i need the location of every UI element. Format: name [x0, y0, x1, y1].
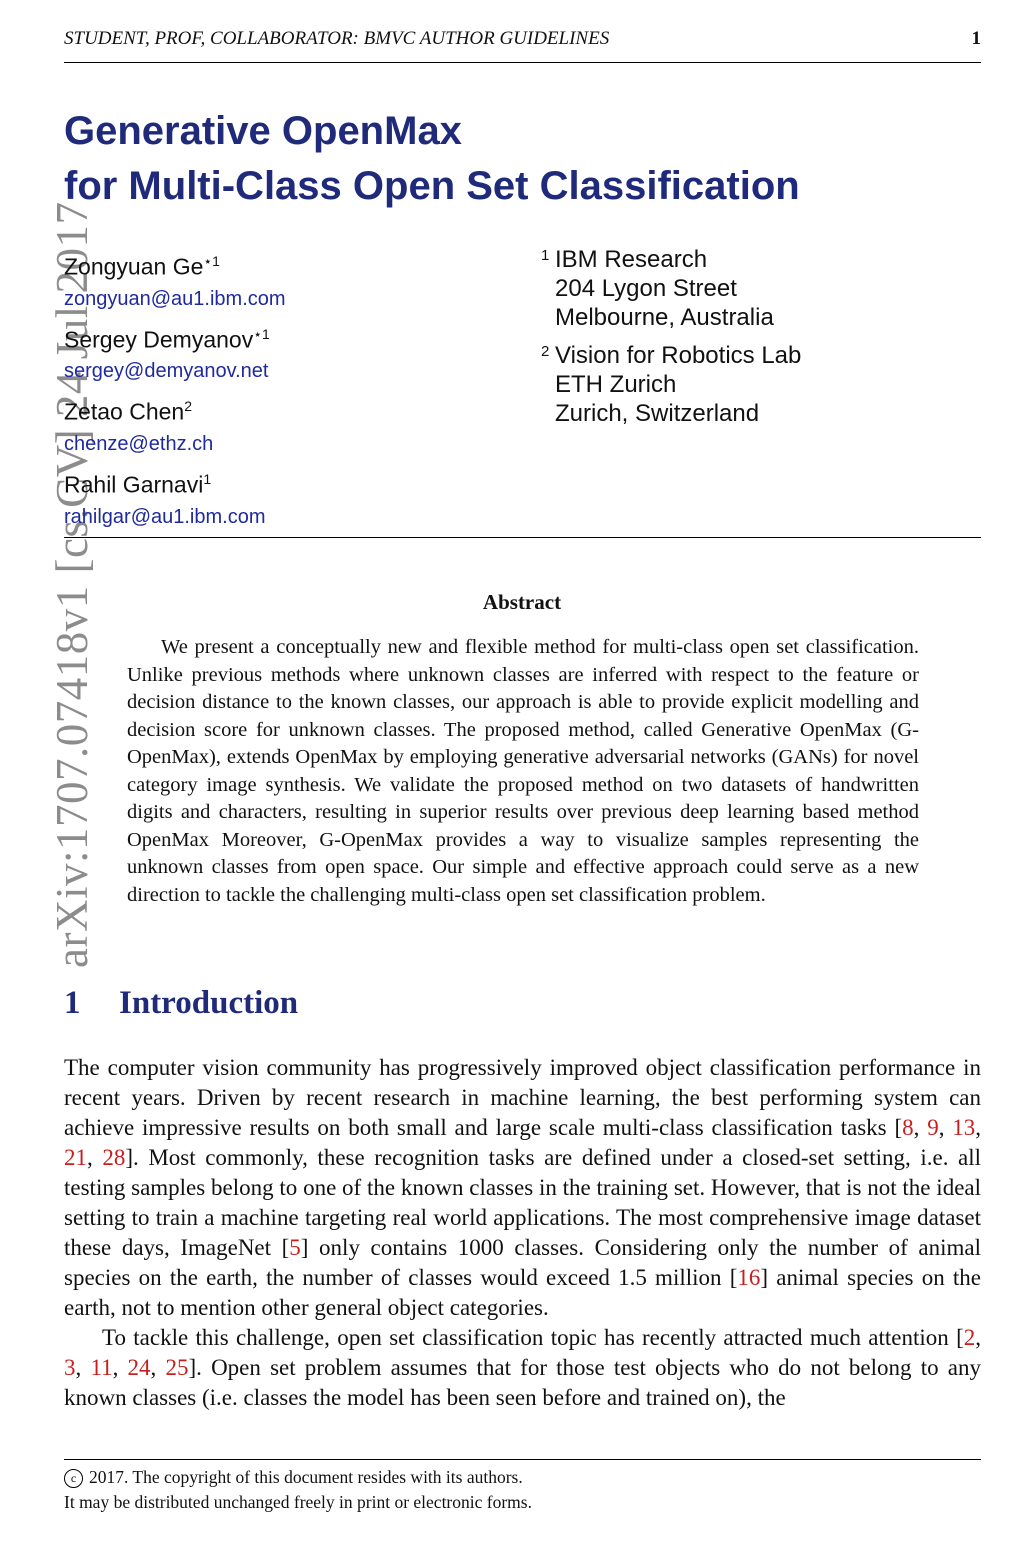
page-number: 1: [971, 28, 981, 49]
author-name: Zetao Chen: [64, 398, 185, 425]
copyright-footer: [64, 1465, 532, 1515]
author-email[interactable]: zongyuan@au1.ibm.com: [64, 287, 286, 310]
affiliation-line: ETH Zurich: [555, 371, 677, 398]
citation-link[interactable]: 5: [289, 1235, 301, 1260]
affiliation-line: Vision for Robotics Lab: [555, 342, 802, 369]
author-email[interactable]: sergey@demyanov.net: [64, 360, 269, 383]
citation-link[interactable]: 2: [963, 1325, 976, 1350]
author-name-line: [64, 390, 286, 428]
running-title: STUDENT, PROF, COLLABORATOR: BMVC AUTHOR GUIDELINES: [64, 28, 610, 49]
citation-link[interactable]: 16: [737, 1265, 761, 1290]
title-line-2: for Multi-Class Open Set Classification: [64, 164, 800, 208]
footer-text: 2017. The copyright of this document resides with its authors.: [89, 1467, 523, 1487]
citation-link[interactable]: 21: [64, 1145, 87, 1170]
text-run: ] only contains 1000 classes. Considering only the number of animal species on the earth, the number of classes would exceed 1.5 million [: [64, 1235, 981, 1290]
author-mark: 1: [203, 470, 212, 487]
section-number: 1: [64, 985, 81, 1021]
author-name: Zongyuan Ge: [64, 253, 204, 280]
author-name: Sergey Demyanov: [64, 326, 254, 353]
text-run: To tackle this challenge, open set classification topic has recently attracted much attention [: [102, 1325, 964, 1350]
affiliation-line: IBM Research: [555, 246, 708, 273]
title-line-1: Generative OpenMax: [64, 109, 462, 153]
text-run: ] animal species on the earth, not to mention other general object categories.: [64, 1265, 982, 1320]
affiliations: [541, 245, 801, 437]
author: [64, 245, 286, 315]
affiliation-line: Zurich, Switzerland: [555, 400, 760, 427]
author-name-line: [64, 463, 286, 501]
author-name: Rahil Garnavi: [64, 471, 204, 498]
copyright-icon: c: [64, 1469, 83, 1488]
affiliation: [541, 245, 801, 332]
author: [64, 318, 286, 388]
author-name-line: [64, 245, 286, 283]
header-rule: [64, 62, 981, 63]
abstract-text: We present a conceptually new and flexible method for multi-class open set classification. Unlike previous methods where unknown classes are inferred with respect to the feature or decision distance to the known classes, our approach is able to provide explicit modelling and decision score for unknown classes. The proposed method, called Generative OpenMax (G-OpenMax), extends OpenMax by employing generative adversarial networks (GANs) for novel category image synthesis. We validate the proposed method on two datasets of handwritten digits and characters, resulting in superior results over previous deep learning based method OpenMax Moreover, G-OpenMax provides a way to visualize samples representing the unknown classes from open space. Our simple and effective approach could serve as a new direction to tackle the challenging multi-class open set classification problem.: [127, 636, 919, 906]
text-run: ]. Most commonly, these recognition tasks are defined under a closed-set setting, i.e. all testing samples belong to one of the known classes in the training set. However, that is not the ideal setting to train a machine targeting real world applications. The most comprehensive image dataset these days, ImageNet [: [64, 1145, 982, 1260]
body-text: [64, 1053, 981, 1413]
citation-link[interactable]: 25: [165, 1355, 189, 1380]
paragraph: The computer vision community has progressively improved object classification performance in recent years. Driven by recent research in machine learning, the best performing system can achieve impressive results on both small and large scale multi-class classification tasks [8, 9, 13, 21, 28]. Most commonly, these recognition tasks are defined under a closed-set setting, i.e. all testing samples belong to one of the known classes in the training set. However, that is not the ideal setting to train a machine targeting real world applications. The most comprehensive image dataset these days, ImageNet [5] only contains 1000 classes. Considering only the number of animal species on the earth, the number of classes would exceed 1.5 million [16] animal species on the earth, not to mention other general object categories.: [64, 1055, 982, 1320]
affiliation-number: 2: [541, 343, 550, 360]
footer-line-2: It may be distributed unchanged freely in print or electronic forms.: [64, 1492, 532, 1512]
author-mark: ⋆1: [203, 253, 220, 269]
author-email[interactable]: rahilgar@au1.ibm.com: [64, 505, 266, 528]
paper-title: [64, 104, 800, 214]
citation-link[interactable]: 11: [90, 1355, 113, 1380]
author-mark: ⋆1: [253, 325, 270, 342]
citation-link[interactable]: 13: [952, 1115, 976, 1140]
author-list: [64, 245, 286, 536]
paragraph: To tackle this challenge, open set classification topic has recently attracted much attention [2, 3, 11, 24, 25]. Open set problem assumes that for those test objects who do not belong to any known classes (i.e. classes the model has been seen before and trained on), the: [64, 1325, 981, 1410]
author-name-line: [64, 318, 286, 356]
citation-link[interactable]: 8: [902, 1115, 914, 1140]
affiliation-line: 204 Lygon Street: [555, 275, 737, 302]
section-title: Introduction: [119, 985, 299, 1021]
citation-link[interactable]: 28: [102, 1145, 126, 1170]
footer-rule: [64, 1459, 981, 1460]
citation-link[interactable]: 3: [64, 1355, 76, 1380]
author-mark: 2: [184, 398, 192, 415]
author: [64, 463, 286, 533]
affiliation-line: Melbourne, Australia: [555, 304, 774, 331]
section-heading: [64, 985, 298, 1022]
citation-link[interactable]: 9: [927, 1115, 939, 1140]
affiliation-number: 1: [541, 247, 550, 264]
author-email[interactable]: chenze@ethz.ch: [64, 432, 214, 455]
abstract-heading: Abstract: [482, 590, 562, 614]
affiliation: [541, 341, 801, 428]
running-header: [64, 28, 981, 50]
author: [64, 390, 286, 460]
text-run: The computer vision community has progressively improved object classification performance in recent years. Driven by recent research in machine learning, the best performing system can achieve impressive results on both small and large scale multi-class classification tasks [: [64, 1055, 981, 1140]
authors-rule: [64, 537, 981, 538]
footer-line-1: [64, 1465, 532, 1490]
arxiv-stamp: arXiv:1707.07418v1 [cs.CV] 24 Jul 2017: [47, 201, 97, 968]
text-run: ]. Open set problem assumes that for those test objects who do not belong to any known classes (i.e. classes the model has been seen before and trained on), the: [64, 1355, 981, 1410]
citation-link[interactable]: 24: [127, 1355, 151, 1380]
